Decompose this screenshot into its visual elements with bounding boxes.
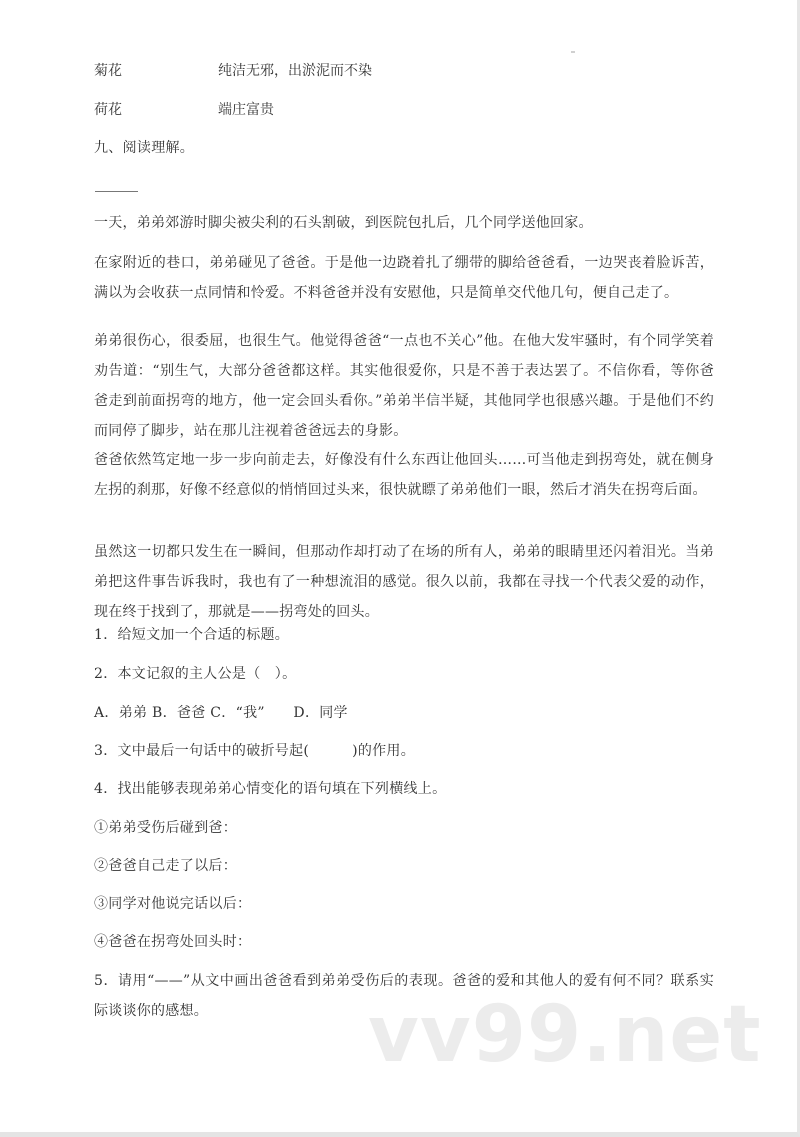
flower-name: 菊花 bbox=[94, 63, 122, 79]
title-blank-line bbox=[95, 191, 138, 192]
passage-paragraph-5: 虽然这一切都只发生在一瞬间，但那动作却打动了在场的所有人，弟弟的眼睛里还闪着泪光。当弟弟把这件事告诉我时，我也有了一种想流泪的感觉。很久以前，我都在寻找一个代表父爱的动作，现在终于找到了，那就是——拐弯处的回头。 bbox=[94, 544, 714, 620]
question-4-item-3: ③同学对他说完话以后： bbox=[94, 896, 252, 912]
watermark: vv99.net bbox=[368, 990, 762, 1080]
question-2: 2．本文记叙的主人公是（ ）。 bbox=[94, 666, 297, 682]
question-3: 3．文中最后一句话中的破折号起( )的作用。 bbox=[94, 743, 416, 759]
passage-paragraph-1: 一天，弟弟郊游时脚尖被尖利的石头割破，到医院包扎后，几个同学送他回家。 bbox=[94, 215, 593, 231]
question-4-item-2: ②爸爸自己走了以后： bbox=[94, 858, 237, 874]
scan-speck bbox=[571, 51, 575, 53]
passage-paragraph-3: 弟弟很伤心，很委屈，也很生气。他觉得爸爸“一点也不关心”他。在他大发牢骚时，有个同学笑着劝告道：“别生气，大部分爸爸都这样。其实他很爱你，只是不善于表达罢了。不信你看，等你爸爸走到前面拐弯的地方，他一定会回头看你。”弟弟半信半疑，其他同学也很感兴趣。于是他们不约而同停了脚步，站在那儿注视着爸爸远去的身影。 bbox=[94, 333, 714, 439]
question-5: 5．请用“——”从文中画出爸爸看到弟弟受伤后的表现。爸爸的爱和其他人的爱有何不同？联系实际谈谈你的感想。 bbox=[94, 973, 714, 1019]
flower-meaning: 纯洁无邪，出淤泥而不染 bbox=[218, 63, 372, 79]
question-4-item-1: ①弟弟受伤后碰到爸： bbox=[94, 820, 237, 836]
section-heading: 九、阅读理解。 bbox=[94, 140, 195, 156]
flower-meaning: 端庄富贵 bbox=[218, 102, 274, 118]
passage-paragraph-4: 爸爸依然笃定地一步一步向前走去，好像没有什么东西让他回头……可当他走到拐弯处，就在侧身左拐的刹那，好像不经意似的悄悄回过头来，很快就瞟了弟弟他们一眼，然后才消失在拐弯后面。 bbox=[94, 452, 714, 498]
question-2-options: A．弟弟 B．爸爸 C．“我” D．同学 bbox=[94, 705, 348, 721]
question-1: 1．给短文加一个合适的标题。 bbox=[94, 627, 290, 643]
question-4: 4．找出能够表现弟弟心情变化的语句填在下列横线上。 bbox=[94, 781, 447, 797]
question-4-item-4: ④爸爸在拐弯处回头时： bbox=[94, 934, 252, 950]
passage-paragraph-2: 在家附近的巷口，弟弟碰见了爸爸。于是他一边跷着扎了绷带的脚给爸爸看，一边哭丧着脸诉苦，满以为会收获一点同情和怜爱。不料爸爸并没有安慰他，只是简单交代他几句，便自己走了。 bbox=[94, 255, 714, 301]
flower-name: 荷花 bbox=[94, 102, 122, 118]
